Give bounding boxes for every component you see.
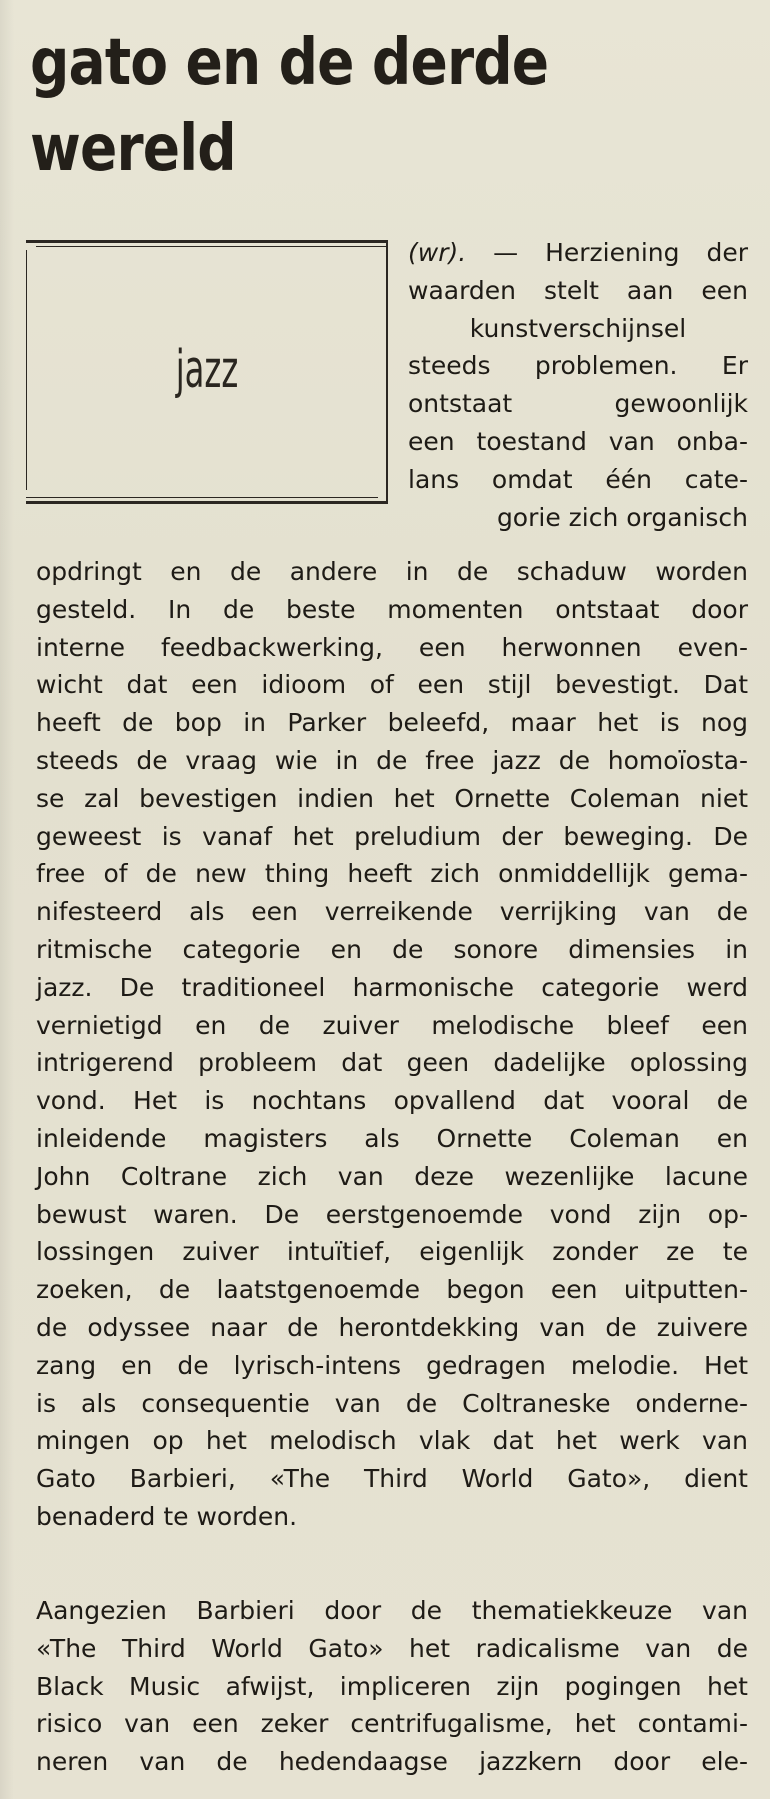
body-line: interne feedbackwerking, een herwonnen even-: [36, 632, 748, 662]
intro-line: gorie zich organisch: [496, 502, 748, 532]
body-line: benaderd te worden.: [36, 1501, 298, 1531]
body-line: John Coltrane zich van deze wezenlijke lacune: [36, 1161, 748, 1191]
paragraph-2-line: «The Third World Gato» het radicalisme van de: [36, 1633, 748, 1663]
box-rule-bottom-inner: [26, 497, 378, 498]
intro-line: kunstverschijnsel: [469, 313, 687, 343]
body-line: gesteld. In de beste momenten ontstaat door: [36, 594, 748, 624]
article-body: [36, 553, 748, 1536]
body-line: de odyssee naar de herontdekking van de zuivere: [36, 1312, 748, 1342]
body-line: opdringt en de andere in de schaduw worden: [36, 557, 748, 586]
intro-line: een toestand van onba-: [408, 426, 748, 456]
paragraph-2-line: neren van de hedendaagse jazzkern door ele-: [36, 1747, 748, 1777]
body-line: is als consequentie van de Coltraneske onderne-: [36, 1388, 748, 1418]
paragraph-2-line: Black Music afwijst, impliceren zijn pogingen het: [36, 1671, 748, 1701]
box-rule-top: [26, 240, 388, 243]
headline-line-2: wereld: [30, 112, 236, 186]
box-rule-right: [386, 240, 388, 504]
section-label: jazz: [175, 340, 239, 400]
byline: (wr).: [408, 238, 467, 267]
intro-line: waarden stelt aan een: [408, 275, 748, 305]
body-line: jazz. De traditioneel harmonische categorie werd: [36, 972, 748, 1002]
headline: [30, 20, 649, 192]
paragraph-2-line: risico van een zeker centrifugalisme, het contami-: [36, 1709, 748, 1739]
paragraph-2-line: Aangezien Barbieri door de thematiekkeuze van: [36, 1596, 748, 1625]
body-line: vernietigd en de zuiver melodische bleef een: [36, 1010, 748, 1040]
body-line: wicht dat een idioom of een stijl bevestigt. Dat: [36, 670, 748, 700]
body-line: inleidende magisters als Ornette Coleman en: [36, 1123, 748, 1153]
body-line: nifesteerd als een verreikende verrijking van de: [36, 897, 748, 927]
body-line: bewust waren. De eerstgenoemde vond zijn op-: [36, 1199, 748, 1229]
body-line: intrigerend probleem dat geen dadelijke oplossing: [36, 1048, 748, 1078]
intro-column: [408, 234, 748, 536]
section-label-box: [26, 240, 388, 504]
body-line: zang en de lyrisch-intens gedragen melodie. Het: [36, 1350, 748, 1380]
intro-line: [408, 234, 748, 272]
body-line: steeds de vraag wie in de free jazz de homoïosta-: [36, 745, 748, 775]
body-line: mingen op het melodisch vlak dat het werk van: [36, 1426, 748, 1456]
intro-line-text: — Herziening der: [466, 238, 748, 267]
body-line: free of de new thing heeft zich onmiddellijk gema-: [36, 859, 748, 889]
body-line: ritmische categorie en de sonore dimensies in: [36, 934, 748, 964]
article-paragraph-2: [36, 1592, 748, 1781]
body-line: lossingen zuiver intuïtief, eigenlijk zonder ze te: [36, 1237, 748, 1267]
intro-line: ontstaat gewoonlijk: [408, 389, 748, 419]
box-rule-top-inner: [36, 246, 388, 247]
box-rule-left: [26, 250, 27, 490]
body-line: geweest is vanaf het preludium der beweging. De: [36, 821, 748, 851]
intro-line: steeds problemen. Er: [408, 351, 748, 381]
body-line: vond. Het is nochtans opvallend dat vooral de: [36, 1086, 748, 1116]
body-line: se zal bevestigen indien het Ornette Coleman niet: [36, 783, 748, 813]
headline-line-1: gato en de derde: [30, 26, 549, 100]
body-line: zoeken, de laatstgenoemde begon een uitputten-: [36, 1275, 748, 1305]
box-rule-bottom: [26, 501, 388, 504]
intro-line: lans omdat één cate-: [408, 464, 748, 494]
body-line: Gato Barbieri, «The Third World Gato», dient: [36, 1464, 748, 1494]
body-line: heeft de bop in Parker beleefd, maar het is nog: [36, 708, 748, 738]
